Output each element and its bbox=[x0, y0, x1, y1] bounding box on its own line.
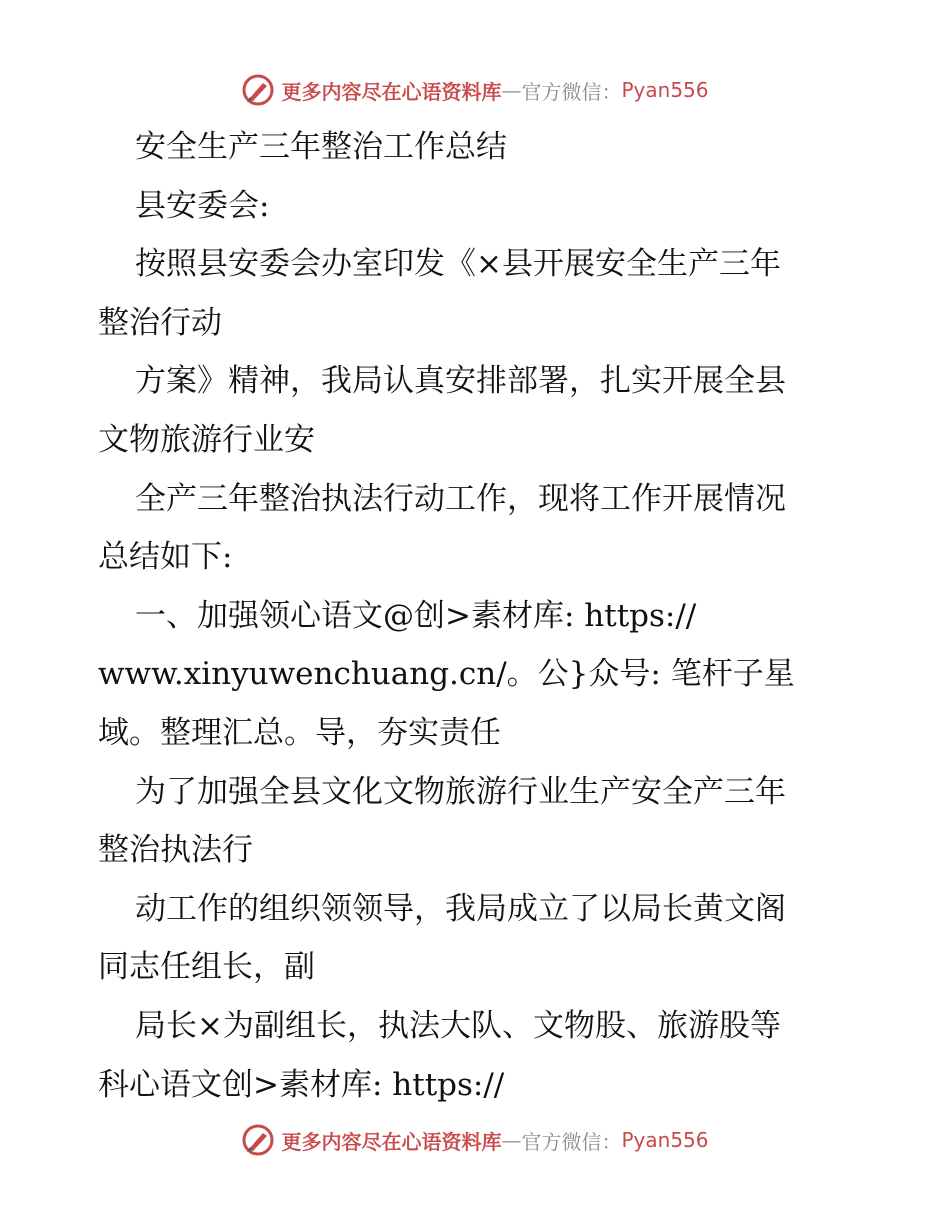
banner-separator: — bbox=[501, 78, 522, 102]
document-line: 整治执法行 bbox=[98, 832, 253, 869]
document-line: 总结如下: bbox=[98, 539, 233, 576]
pen-logo-icon bbox=[241, 1123, 275, 1157]
document-line: 方案》精神，我局认真安排部署，扎实开展全县 bbox=[135, 363, 786, 400]
document-line: 文物旅游行业安 bbox=[98, 421, 315, 458]
document-line: 一、加强领心语文@创>素材库: https:// bbox=[135, 597, 697, 634]
document-line: 科心语文创>素材库: https:// bbox=[98, 1066, 505, 1103]
document-line: 动工作的组织领领导，我局成立了以局长黄文阁 bbox=[135, 890, 786, 927]
pen-logo-icon bbox=[241, 73, 275, 107]
banner-wechat-id: Pyan556 bbox=[621, 78, 709, 102]
document-line: 同志任组长，副 bbox=[98, 949, 315, 986]
header-watermark-banner bbox=[0, 70, 950, 110]
footer-watermark-banner bbox=[0, 1120, 950, 1160]
document-line: 为了加强全县文化文物旅游行业生产安全产三年 bbox=[135, 773, 786, 810]
document-line: 县安委会: bbox=[135, 187, 270, 224]
banner-wechat-label: 官方微信： bbox=[521, 1129, 622, 1154]
banner-wechat-id: Pyan556 bbox=[621, 1128, 709, 1152]
document-line: 按照县安委会办室印发《×县开展安全生产三年 bbox=[135, 246, 781, 283]
document-line: 全产三年整治执法行动工作，现将工作开展情况 bbox=[135, 480, 786, 517]
document-line: 局长×为副组长，执法大队、文物股、旅游股等 bbox=[135, 1007, 781, 1044]
banner-text: 更多内容尽在心语资料库 bbox=[281, 1129, 502, 1154]
banner-text: 更多内容尽在心语资料库 bbox=[281, 79, 502, 104]
banner-wechat-label: 官方微信： bbox=[521, 79, 622, 104]
document-body bbox=[98, 118, 858, 1114]
banner-separator: — bbox=[501, 1128, 522, 1152]
document-line: 整治行动 bbox=[98, 304, 222, 341]
document-title: 安全生产三年整治工作总结 bbox=[135, 129, 507, 165]
document-line: 域。整理汇总。导，夯实责任 bbox=[98, 714, 501, 751]
document-line: www.xinyuwenchuang.cn/。公}众号: 笔杆子星 bbox=[98, 656, 795, 693]
